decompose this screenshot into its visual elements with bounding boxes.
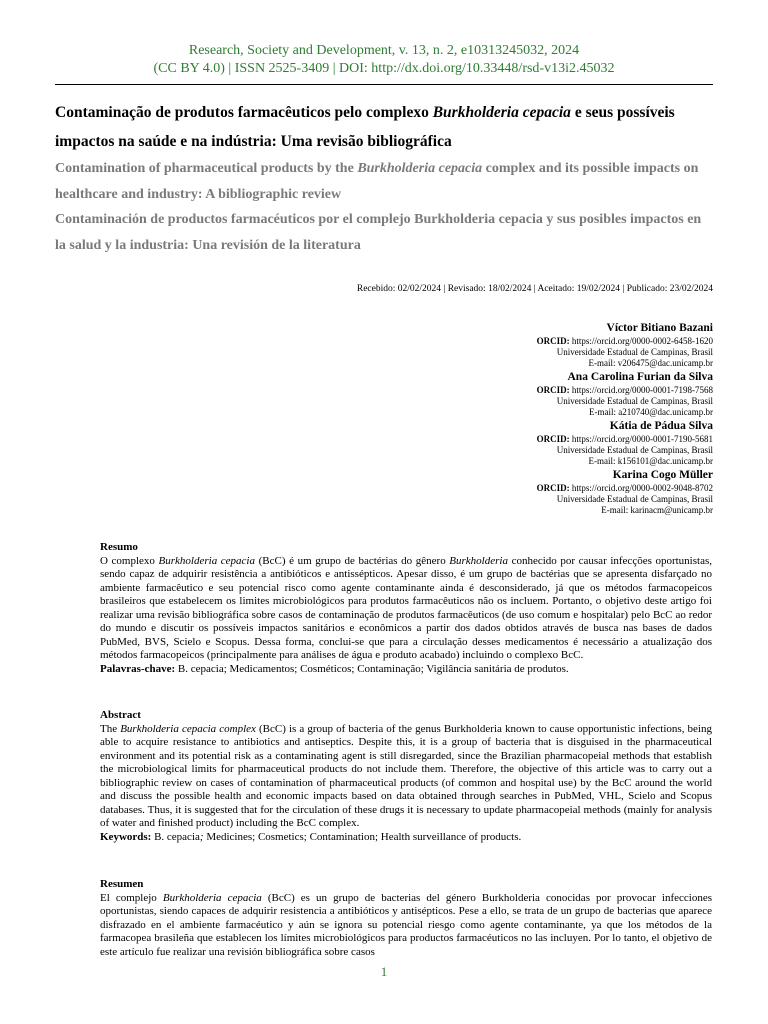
publication-dates: Recebido: 02/02/2024 | Revisado: 18/02/2024 | Aceitado: 19/02/2024 | Publicado: 23/02/2024 <box>356 284 713 294</box>
resumo-heading: Resumo <box>100 541 138 553</box>
orcid-label: ORCID: <box>536 483 570 493</box>
journal-header <box>0 42 768 78</box>
resumo-text: conhecido por causar infecções oportunistas, sendo capaz de adquirir resistência a antibióticos e antissépticos. Apesar disso, é um grupo de bactérias que se apresenta disfarçado no ambiente farmacêutico e seu potencial risco como agente contaminante ainda é desconsiderado, já que os métodos farmacopeicos brasileiros que estabelecem os limites microbiológicos para produtos farmacêuticos não os incluem. Portanto, o objetivo deste artigo foi realizar uma revisão bibliográfica sobre casos de contaminação de produtos farmacêuticos (de uso comum e hospitalar) pelo BcC ao redor do mundo e discutir os possíveis impactos sanitários e econômicos a partir dos dados obtidos através de busca nas bases de dados PubMed, BVS, Scielo e Scopus. Dessa forma, conclui-se que para a circulação desses medicamentos é necessário a atualização dos métodos farmacopeicos (principalmente para análises de água e produto acabado) incluindo o complexo BcC. <box>100 554 712 661</box>
resumo-body <box>100 555 712 663</box>
resumen-text: El complejo <box>100 891 163 904</box>
abstract-keywords <box>100 831 712 845</box>
title-en-species: Burkholderia cepacia <box>357 161 483 176</box>
author-email <box>313 358 713 369</box>
resumo-section <box>100 541 712 676</box>
keywords-label: Keywords: <box>100 830 152 843</box>
resumen-italic: Burkholderia cepacia <box>162 891 262 904</box>
author-email <box>313 505 713 516</box>
email-label: E-mail: <box>588 358 616 368</box>
orcid-label: ORCID: <box>536 336 570 346</box>
title-english <box>55 156 715 208</box>
resumen-body <box>100 892 712 960</box>
author-orcid <box>313 385 713 396</box>
author-email <box>313 456 713 467</box>
email-link[interactable]: k156101@dac.unicamp.br <box>617 456 713 466</box>
header-divider <box>55 84 713 85</box>
abstract-body <box>100 723 712 831</box>
orcid-link[interactable]: https://orcid.org/0000-0002-6458-1620 <box>571 336 713 346</box>
orcid-label: ORCID: <box>536 385 570 395</box>
title-en-part1: Contamination of pharmaceutical products by the <box>55 161 358 176</box>
email-label: E-mail: <box>601 505 629 515</box>
author-block <box>313 467 713 516</box>
keywords-text: B. cepacia <box>151 830 200 843</box>
author-institution: Universidade Estadual de Campinas, Brasil <box>556 347 713 357</box>
author-block <box>313 320 713 369</box>
author-name: Karina Cogo Müller <box>612 469 713 481</box>
author-name: Kátia de Pádua Silva <box>609 420 713 432</box>
author-email <box>313 407 713 418</box>
author-name: Ana Carolina Furian da Silva <box>567 371 713 383</box>
abstract-heading: Abstract <box>100 709 141 721</box>
orcid-link[interactable]: https://orcid.org/0000-0002-9048-8702 <box>571 483 713 493</box>
orcid-link[interactable]: https://orcid.org/0000-0001-7190-5681 <box>571 434 713 444</box>
author-orcid <box>313 336 713 347</box>
page-number: 1 <box>380 964 388 979</box>
title-portuguese <box>55 98 715 156</box>
keywords-label: Palavras-chave: <box>100 662 176 675</box>
resumen-section <box>100 878 712 959</box>
email-link[interactable]: karinacm@unicamp.br <box>630 505 713 515</box>
author-institution: Universidade Estadual de Campinas, Brasil <box>556 396 713 406</box>
resumen-heading: Resumen <box>100 878 144 890</box>
author-name: Víctor Bitiano Bazani <box>606 322 713 334</box>
orcid-link[interactable]: https://orcid.org/0000-0001-7198-7568 <box>571 385 713 395</box>
orcid-label: ORCID: <box>536 434 570 444</box>
resumen-text: (BcC) es un grupo de bacterias del género Burkholderia conocidas por provocar infecciones oportunistas, siendo capaces de adquirir resistencia a antibióticos y antisépticos. Pese a ello, se trata de un grupo de bacterias que aparece disfrazado en el ambiente farmacéutico y aún se ignora su potencial riesgo como agente contaminante, ya que los métodos de la farmacopea brasileña que establecen los límites microbiológicos para productos farmacéuticos no las incluyen. Por lo tanto, el objetivo de este artículo fue realizar una revisión bibliográfica sobre casos <box>100 891 712 958</box>
journal-license-doi: (CC BY 4.0) | ISSN 2525-3409 | DOI: http://dx.doi.org/10.33448/rsd-v13i2.45032 <box>153 61 615 76</box>
abstract-section <box>100 709 712 844</box>
resumo-italic: Burkholderia <box>449 554 508 567</box>
resumo-text: (BcC) é um grupo de bactérias do gênero <box>255 554 450 567</box>
resumo-keywords <box>100 663 712 677</box>
title-en-part2: complex and its possible impacts on healthcare and industry: A bibliographic review <box>55 161 699 202</box>
author-institution: Universidade Estadual de Campinas, Brasil <box>556 494 713 504</box>
title-pt-species: Burkholderia cepacia <box>432 104 571 121</box>
keywords-text: Medicines; Cosmetics; Contamination; Health surveillance of products. <box>203 830 522 843</box>
abstract-text: (BcC) is a group of bacteria of the genus Burkholderia known to cause opportunistic infections, being able to acquire resistance to antibiotics and antiseptics. Despite this, it is a group of bacteria that is disguised in the pharmaceutical environment and its potential risk as a contaminating agent is still disregarded, since the Brazilian pharmacopeial methods that establish the microbiological limits for pharmaceutical products do not include them. Therefore, the objective of this article was to carry out a bibliographic review on cases of contamination of pharmaceutical products (of common and hospital use) by the BcC around the world and discuss the possible health and economic impacts based on data obtained through searches in PubMed, VHL, Scielo and Scopus databases. Thus, it is suggested that for the circulation of these drugs it is necessary to update pharmacopeial methods (mainly for analysis of water and finished product) including the BcC complex. <box>100 722 712 829</box>
abstract-text: The <box>100 722 121 735</box>
email-label: E-mail: <box>588 407 616 417</box>
keywords-text: B. cepacia; Medicamentos; Cosméticos; Contaminação; Vigilância sanitária de produtos. <box>175 662 569 675</box>
title-spanish: Contaminación de productos farmacéuticos por el complejo Burkholderia cepacia y sus posibles impactos en la salud y la industria: Una revisión de la literatura <box>55 212 702 253</box>
title-pt-part1: Contaminação de produtos farmacêuticos pelo complexo <box>55 104 433 121</box>
title-pt-part2: e seus possíveis impactos na saúde e na indústria: Uma revisão bibliográfica <box>55 104 675 150</box>
author-orcid <box>313 434 713 445</box>
author-orcid <box>313 483 713 494</box>
resumo-text: O complexo <box>100 554 159 567</box>
resumo-italic: Burkholderia cepacia <box>158 554 255 567</box>
email-link[interactable]: v206475@dac.unicamp.br <box>617 358 713 368</box>
author-list <box>313 320 713 516</box>
author-block <box>313 369 713 418</box>
author-institution: Universidade Estadual de Campinas, Brasil <box>556 445 713 455</box>
journal-citation: Research, Society and Development, v. 13, n. 2, e10313245032, 2024 <box>188 43 580 58</box>
email-label: E-mail: <box>588 456 616 466</box>
abstract-italic: Burkholderia cepacia complex <box>120 722 256 735</box>
email-link[interactable]: a210740@dac.unicamp.br <box>618 407 713 417</box>
keywords-separator: ; <box>199 830 204 843</box>
author-block <box>313 418 713 467</box>
